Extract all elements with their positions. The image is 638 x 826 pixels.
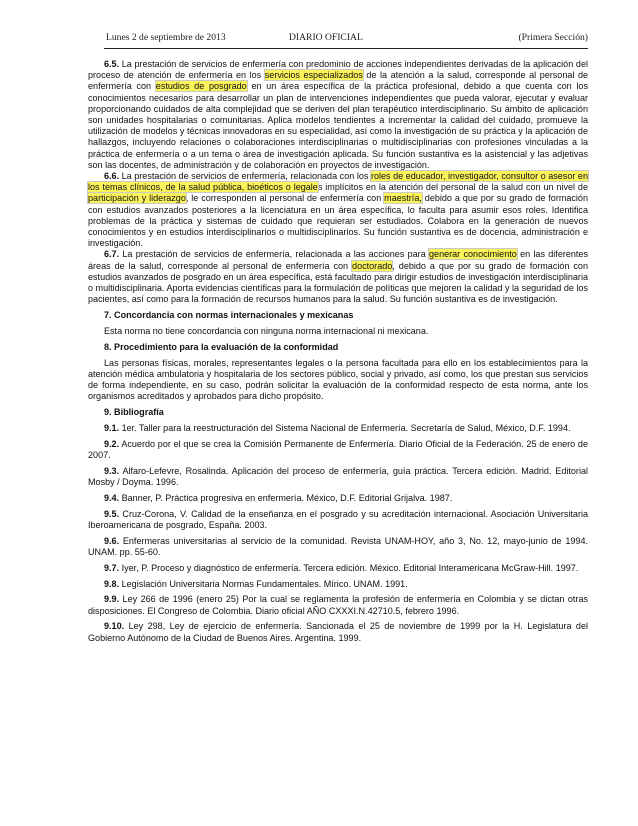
reference-label: 9.3. — [104, 466, 120, 477]
reference-item — [88, 493, 588, 504]
paragraph-text: La prestación de servicios de enfermería, relacionada con los — [119, 171, 371, 182]
reference-item — [88, 439, 588, 461]
highlighted-text: participación y liderazgo — [88, 193, 186, 204]
section-9-heading: 9. Bibliografía — [104, 407, 164, 418]
reference-label: 9.1. — [104, 423, 120, 434]
reference-item — [88, 594, 588, 616]
paragraph-6-7 — [88, 249, 588, 305]
reference-item — [88, 563, 588, 574]
paragraph-text: , le corresponden al personal de enfermería con — [185, 193, 385, 204]
paragraph-text: debido a que por su grado de formación con estudios avanzados posteriores a la licenciatura en un área específica, lo faculta para asumir esos roles. Identifica problemas de la práctica y sistemas de cuidado que requieran ser estudiados. Colabora en la generación de nuevos conocimientos y en estudios interdisciplinarios o multidisciplinarios. Su función sustantiva es de docencia, administración e investigación. — [88, 193, 588, 249]
paragraph-6-5 — [88, 59, 588, 171]
reference-text: Ley 266 de 1996 (enero 25) Por la cual se reglamenta la profesión de enfermería en Colombia y se dictan otras disposiciones. El Congreso de Colombia. Diario oficial AÑO CXXXI.N.42710.5, febrero 1996. — [88, 594, 588, 616]
reference-label: 9.10. — [104, 621, 125, 632]
reference-text: Cruz-Corona, V. Calidad de la enseñanza en el posgrado y su acreditación internacional. Asociación Universitaria Iberoamericana de posgrado, España. 2003. — [88, 508, 588, 531]
reference-text: Alfaro-Lefevre, Rosalinda. Aplicación del proceso de enfermería, guía práctica. Tercera edición. Madrid. Editorial Mosby / Doyma. 1996. — [88, 466, 588, 488]
highlighted-text: servicios especializados — [264, 70, 363, 81]
header-date: Lunes 2 de septiembre de 2013 — [106, 32, 226, 43]
reference-item — [88, 509, 588, 531]
paragraph-label: 6.6. — [104, 171, 120, 182]
reference-text: Enfermeras universitarias al servicio de la comunidad. Revista UNAM-HOY, año 3, No. 12, mayo-junio de 1994. UNAM. pp. 55-60. — [88, 535, 588, 558]
highlighted-text: doctorado — [352, 260, 393, 271]
paragraph-6-6 — [88, 171, 588, 249]
paragraph-text: s implícitos en la atención del personal de la salud con un nivel de — [317, 182, 588, 193]
paragraph-text: en un área específica de la práctica profesional, debido a que cuenta con los conocimientos necesarios para desarrollar un plan de intervenciones independientes que pueda valorar, ejecutar y evaluar proporcionando cuidados de alta complejidad que se deriven del plan terapéutico interdisciplinario. Su ámbito de aplicación son unidades hospitalarias o comunitarias. Aplica modelos tendientes a incrementar la calidad del cuidado, promueve la utilización de modelos y técnicas innovadoras en su especialidad, así como la investigación de su práctica y la aplicación de hallazgos, incluyendo relaciones o colaboraciones interdisciplinarias o multidisciplinarias con profesiones vinculadas a la práctica de enfermería o a un tema o área de investigación aplicada. Su función sustantiva es la asistencial y las adjetivas son las docentes, de administración y de colaboración en proyectos de investigación. — [88, 81, 588, 170]
paragraph-text: La prestación de servicios de enfermería con predominio de acciones independientes derivadas de la aplicación del proceso de atención de enfermería en los — [88, 59, 588, 81]
header-section: (Primera Sección) — [518, 32, 588, 43]
paragraph-text: en las diferentes áreas de la salud, corresponde al personal de enfermería con — [88, 249, 588, 271]
highlighted-text: generar conocimiento — [429, 249, 517, 260]
reference-item — [88, 423, 588, 434]
page-header — [104, 32, 588, 49]
reference-text: 1er. Taller para la reestructuración del Sistema Nacional de Enfermería. Secretaría de Salud, México, D.F. 1994. — [119, 423, 571, 434]
reference-label: 9.8. — [104, 578, 120, 589]
document-body — [88, 59, 588, 644]
reference-label: 9.9. — [104, 594, 120, 605]
reference-item — [88, 466, 588, 488]
paragraph-label: 6.5. — [104, 59, 120, 69]
reference-text: Ley 298, Ley de ejercicio de enfermería. Sancionada el 25 de noviembre de 1999 por la H. Legislatura del Gobierno Autónomo de la Ciudad de Buenos Aires. Argentina. 1999. — [88, 621, 588, 643]
section-7-text: Esta norma no tiene concordancia con ninguna norma internacional ni mexicana. — [104, 326, 429, 337]
reference-item — [88, 536, 588, 558]
reference-text: Iyer, P. Proceso y diagnóstico de enfermería. Tercera edición. México. Editorial Interamericana McGraw-Hill. 1997. — [119, 562, 579, 573]
reference-label: 9.6. — [104, 535, 120, 546]
highlighted-text: estudios de posgrado — [155, 81, 247, 92]
header-title: DIARIO OFICIAL — [289, 32, 363, 43]
paragraph-text: , debido a que por su grado de formación con estudios avanzados de posgrado en un área específica, está facultado para dirigir estudios de investigación interdisciplinaria o multidisciplinaria. Aporta evidencias científicas para la formulación de políticas que mejoren la calidad y la seguridad de los pacientes, así como para la formación de recursos humanos para la salud. Su función sustantiva es de investigación. — [88, 260, 588, 305]
paragraph-label: 6.7. — [104, 249, 120, 260]
highlighted-text: roles de educador, investigador, consultor o asesor en los temas clínicos, de la salud pública, bioéticos o legale — [88, 171, 588, 193]
reference-item — [88, 579, 588, 590]
reference-label: 9.2. — [104, 439, 120, 450]
reference-label: 9.4. — [104, 493, 120, 504]
paragraph-text: La prestación de servicios de enfermería, relacionada a las acciones para — [119, 249, 430, 260]
reference-label: 9.7. — [104, 562, 120, 573]
paragraph-text: de la atención a la salud, corresponde al personal de enfermería con — [88, 70, 589, 92]
reference-item — [88, 621, 588, 643]
reference-label: 9.5. — [104, 508, 120, 519]
reference-text: Legislación Universitaria Normas Fundamentales. Mírico. UNAM. 1991. — [119, 578, 408, 589]
highlighted-text: maestría, — [384, 193, 422, 204]
reference-text: Banner, P. Práctica progresiva en enfermería. México, D.F. Editorial Grijalva. 1987. — [119, 493, 453, 504]
section-8-heading: 8. Procedimiento para la evaluación de la conformidad — [104, 341, 339, 352]
reference-text: Acuerdo por el que se crea la Comisión Permanente de Enfermería. Diario Oficial de la Federación. 25 de enero de 2007. — [88, 439, 588, 461]
section-7-heading: 7. Concordancia con normas internacionales y mexicanas — [104, 310, 354, 321]
section-8-text: Las personas físicas, morales, representantes legales o la persona facultada para ello en los establecimientos para la atención médica ambulatoria y hospitalaria de los sectores público, social y privado, así como, los que prestan sus servicios de forma independiente, en su caso, podrán solicitar la evaluación de la conformidad respecto de esta norma, ante los organismos acreditados y aprobados para dicho propósito. — [88, 357, 588, 402]
